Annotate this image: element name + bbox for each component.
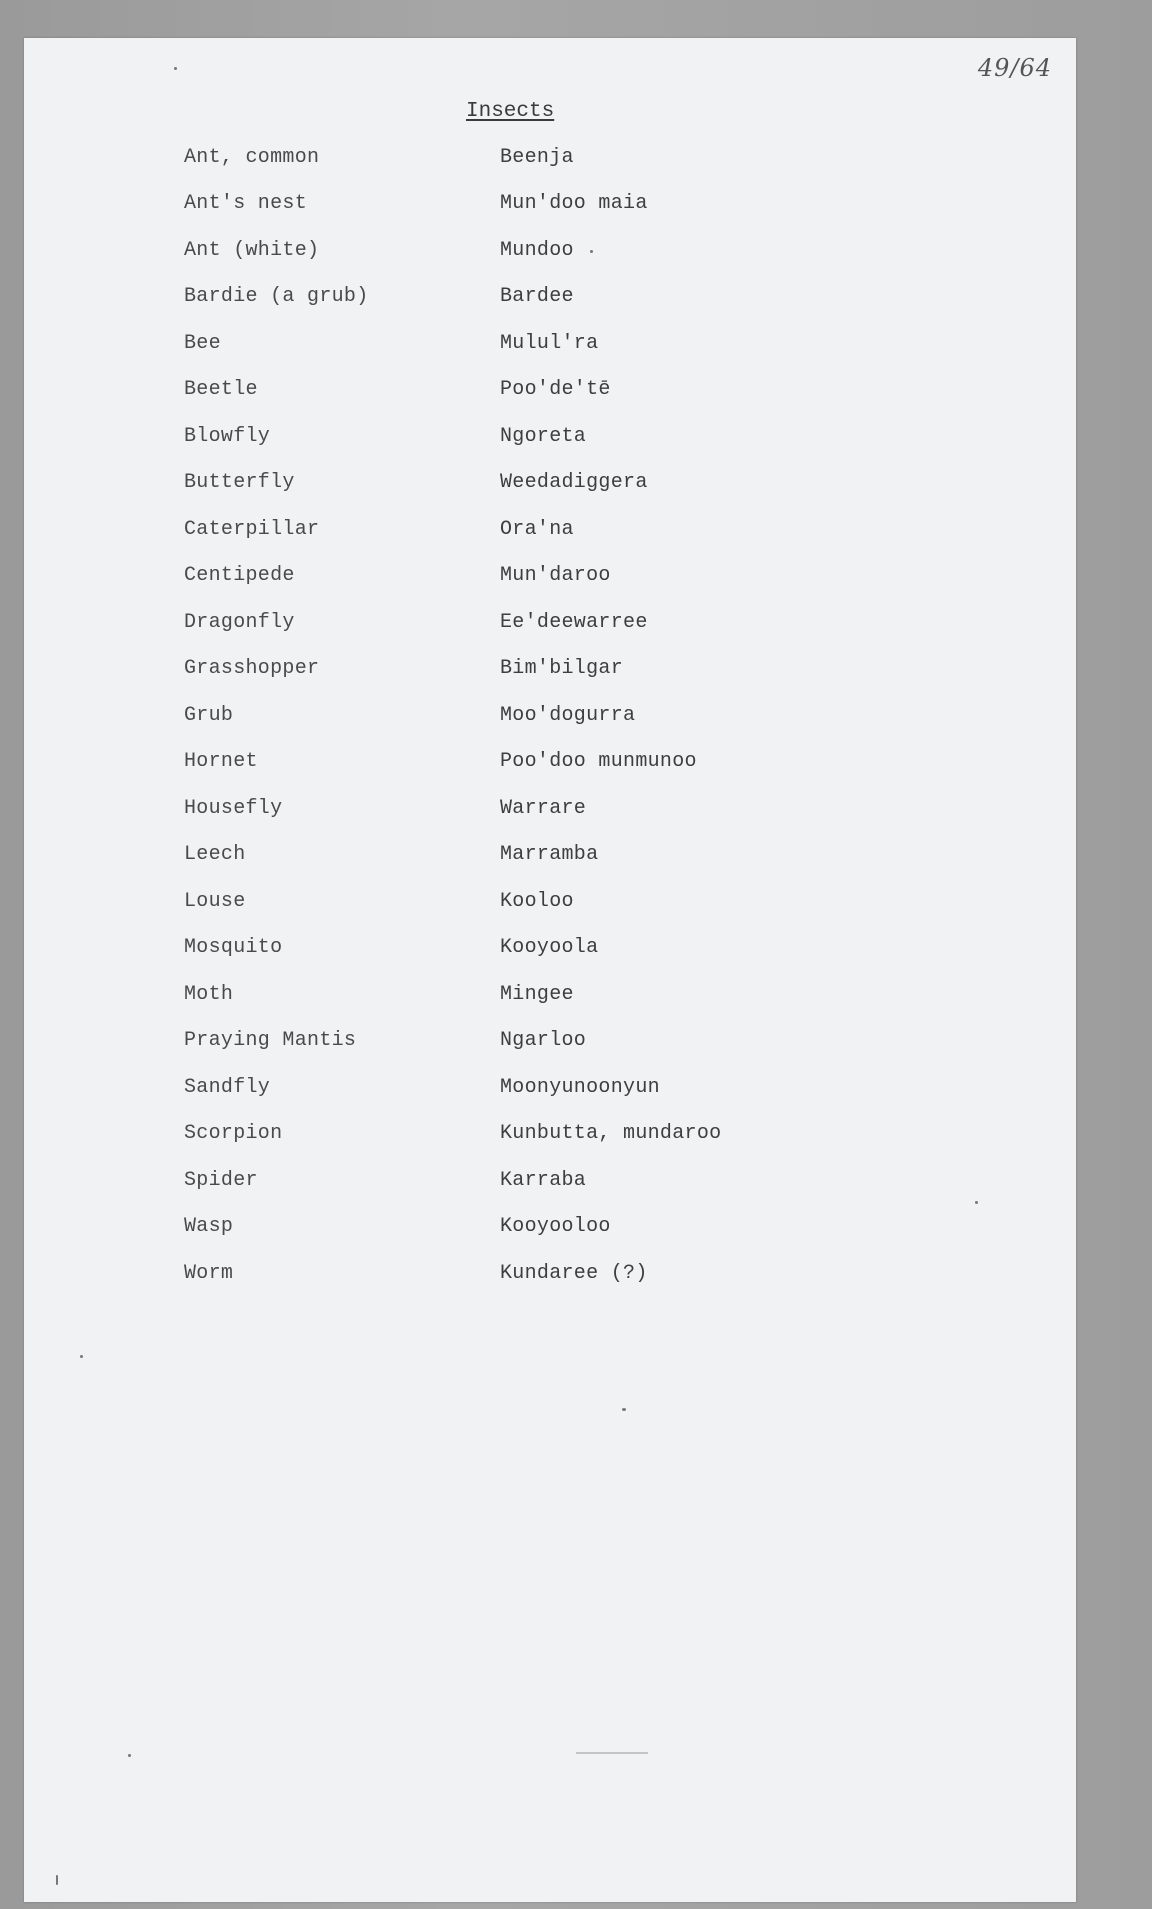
paper-speck — [622, 1408, 626, 1411]
page-number: 49/64 — [977, 54, 1052, 82]
native-term: Marramba — [500, 843, 599, 866]
list-item — [24, 518, 1076, 550]
english-term: Beetle — [184, 378, 258, 401]
english-term: Scorpion — [184, 1122, 283, 1145]
english-term: Blowfly — [184, 425, 271, 448]
english-term: Centipede — [184, 564, 295, 587]
native-term: Kooyooloo — [500, 1215, 611, 1238]
english-term: Mosquito — [184, 936, 283, 959]
english-term: Worm — [184, 1262, 234, 1285]
native-term: Bardee — [500, 285, 574, 308]
list-item — [24, 657, 1076, 689]
native-term: Beenja — [500, 146, 574, 169]
page-title: Insects — [466, 100, 555, 123]
paper-speck — [174, 67, 177, 70]
paper-speck — [56, 1875, 58, 1885]
english-term: Grasshopper — [184, 657, 320, 680]
english-term: Bardie (a grub) — [184, 285, 369, 308]
list-item — [24, 378, 1076, 410]
native-term: Mingee — [500, 983, 574, 1006]
english-term: Housefly — [184, 797, 283, 820]
english-term: Wasp — [184, 1215, 234, 1238]
english-term: Moth — [184, 983, 234, 1006]
list-item — [24, 146, 1076, 178]
list-item — [24, 797, 1076, 829]
native-term: Moonyunoonyun — [500, 1076, 660, 1099]
english-term: Louse — [184, 890, 246, 913]
native-term: Poo'de'tē — [500, 378, 611, 401]
list-item — [24, 564, 1076, 596]
native-term: Kundaree (?) — [500, 1262, 648, 1285]
list-item — [24, 611, 1076, 643]
native-term: Ee'deewarree — [500, 611, 648, 634]
native-term: Bim'bilgar — [500, 657, 624, 680]
native-term: Mulul'ra — [500, 332, 599, 355]
native-term: Moo'dogurra — [500, 704, 636, 727]
native-term: Mun'doo maia — [500, 192, 648, 215]
native-term: Kunbutta, mundaroo — [500, 1122, 722, 1145]
native-term: Poo'doo munmunoo — [500, 750, 697, 773]
list-item — [24, 750, 1076, 782]
native-term: Weedadiggera — [500, 471, 648, 494]
english-term: Ant (white) — [184, 239, 320, 262]
english-term: Dragonfly — [184, 611, 295, 634]
native-term: Ora'na — [500, 518, 574, 541]
native-term: Kooloo — [500, 890, 574, 913]
native-term: Warrare — [500, 797, 587, 820]
list-item — [24, 471, 1076, 503]
list-item — [24, 843, 1076, 875]
paper-speck — [975, 1201, 978, 1204]
native-term: Ngarloo — [500, 1029, 587, 1052]
list-item — [24, 1262, 1076, 1294]
english-term: Praying Mantis — [184, 1029, 357, 1052]
english-term: Hornet — [184, 750, 258, 773]
list-item — [24, 890, 1076, 922]
english-term: Ant's nest — [184, 192, 308, 215]
list-item — [24, 704, 1076, 736]
native-term: Mun'daroo — [500, 564, 611, 587]
paper-speck — [80, 1355, 83, 1358]
english-term: Bee — [184, 332, 221, 355]
native-term: Ngoreta — [500, 425, 587, 448]
english-term: Spider — [184, 1169, 258, 1192]
list-item — [24, 1076, 1076, 1108]
list-item — [24, 1215, 1076, 1247]
english-term: Leech — [184, 843, 246, 866]
list-item — [24, 332, 1076, 364]
native-term: Kooyoola — [500, 936, 599, 959]
list-item — [24, 983, 1076, 1015]
list-item — [24, 1122, 1076, 1154]
list-item — [24, 192, 1076, 224]
english-term: Sandfly — [184, 1076, 271, 1099]
list-item — [24, 1029, 1076, 1061]
list-item — [24, 936, 1076, 968]
faint-mark — [576, 1752, 648, 1754]
paper-speck — [590, 250, 593, 253]
document-page — [24, 38, 1076, 1902]
list-item — [24, 285, 1076, 317]
list-item — [24, 239, 1076, 271]
english-term: Ant, common — [184, 146, 320, 169]
native-term: Mundoo — [500, 239, 574, 262]
list-item — [24, 425, 1076, 457]
english-term: Caterpillar — [184, 518, 320, 541]
native-term: Karraba — [500, 1169, 587, 1192]
paper-speck — [128, 1754, 131, 1757]
list-item — [24, 1169, 1076, 1201]
english-term: Grub — [184, 704, 234, 727]
english-term: Butterfly — [184, 471, 295, 494]
